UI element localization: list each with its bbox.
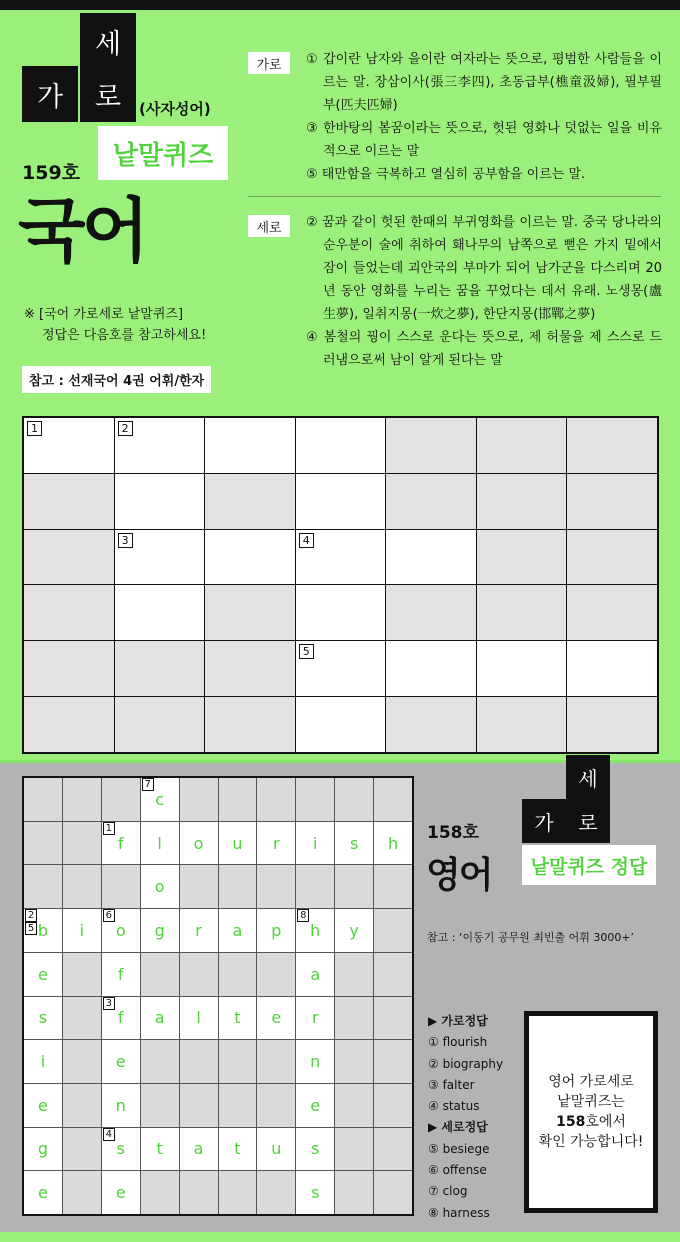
answer-letter: u	[232, 833, 243, 853]
grid-cell-blocked	[180, 865, 218, 908]
grid-cell-blocked	[205, 474, 295, 529]
answer-letter: e	[271, 1008, 282, 1028]
answer-letter: y	[349, 920, 359, 940]
grid-cell-blocked	[115, 697, 205, 752]
answer-cell	[102, 1171, 140, 1214]
answer-across-1: ① flourish	[428, 1035, 488, 1050]
grid-cell-blocked	[141, 1171, 179, 1214]
answer-cell	[296, 1171, 334, 1214]
grid-cell-blocked	[567, 585, 657, 640]
answer-cell	[257, 997, 295, 1040]
grid-cell-blocked	[24, 585, 114, 640]
grid-cell-blocked	[24, 822, 62, 865]
answer-letter: o	[115, 920, 126, 940]
info-line-1: 영어 가로세로	[548, 1074, 634, 1090]
grid-cell-blocked	[63, 997, 101, 1040]
answer-letter: l	[157, 833, 162, 853]
grid-cell-blocked	[477, 474, 567, 529]
answer-cell	[296, 822, 334, 865]
grid-cell-open[interactable]	[296, 641, 386, 696]
answer-cell	[219, 1128, 257, 1171]
prev-logo-se-block: 세	[566, 755, 610, 799]
crossword-grid	[22, 416, 659, 754]
grid-cell-blocked	[63, 865, 101, 908]
grid-cell-blocked	[477, 530, 567, 585]
answer-cell	[141, 909, 179, 952]
answer-letter: a	[310, 964, 321, 984]
grid-cell-blocked	[374, 865, 412, 908]
grid-cell-blocked	[205, 585, 295, 640]
info-line-4: 확인 가능합니다!	[538, 1134, 644, 1150]
answer-cell	[102, 1040, 140, 1083]
answer-cell	[102, 997, 140, 1040]
grid-cell-open[interactable]	[386, 530, 476, 585]
answer-letter: t	[156, 1139, 163, 1159]
prev-reference: 참고 : ‘이동기 공무원 최빈출 어휘 3000+’	[427, 931, 635, 944]
grid-cell-blocked	[102, 778, 140, 821]
grid-cell-blocked	[180, 1084, 218, 1127]
down-answers-header: ▶ 세로정답	[428, 1120, 488, 1135]
info-number: 158	[556, 1114, 586, 1130]
grid-cell-blocked	[180, 1171, 218, 1214]
grid-cell-open[interactable]	[477, 641, 567, 696]
grid-cell-blocked	[374, 1084, 412, 1127]
answer-cell	[180, 909, 218, 952]
answer-letter: g	[154, 920, 165, 940]
info-line-2: 낱말퀴즈는	[557, 1094, 625, 1110]
grid-cell-blocked	[374, 1128, 412, 1171]
clue-number: 1	[103, 822, 115, 835]
answer-cell	[257, 822, 295, 865]
grid-cell-blocked	[63, 1040, 101, 1083]
answer-cell	[296, 1084, 334, 1127]
answer-letter: s	[311, 1139, 320, 1159]
answer-cell	[374, 822, 412, 865]
answer-cell	[219, 997, 257, 1040]
answer-cell	[24, 1040, 62, 1083]
grid-cell-blocked	[374, 997, 412, 1040]
answer-letter: f	[117, 833, 124, 853]
answer-letter: e	[38, 1183, 48, 1203]
grid-cell-blocked	[219, 1040, 257, 1083]
grid-cell-blocked	[180, 778, 218, 821]
grid-cell-blocked	[24, 697, 114, 752]
answer-cell	[102, 909, 140, 952]
grid-cell-blocked	[257, 1084, 295, 1127]
grid-cell-open[interactable]	[296, 474, 386, 529]
answer-label: 낱말퀴즈 정답	[522, 845, 656, 885]
clue-number: 5	[25, 922, 37, 935]
answer-letter: f	[117, 964, 124, 984]
answer-cell	[141, 997, 179, 1040]
grid-cell-open[interactable]	[24, 418, 114, 473]
clue-number: 2	[25, 909, 37, 922]
grid-cell-blocked	[257, 865, 295, 908]
answer-letter: n	[310, 1052, 321, 1072]
grid-cell-blocked	[141, 1040, 179, 1083]
clue-number: 6	[103, 909, 115, 922]
answer-list	[428, 1011, 503, 1224]
grid-cell-blocked	[477, 418, 567, 473]
grid-cell-blocked	[63, 1171, 101, 1214]
grid-cell-open[interactable]	[386, 641, 476, 696]
answer-letter: u	[271, 1139, 282, 1159]
grid-cell-blocked	[374, 909, 412, 952]
grid-cell-blocked	[219, 1084, 257, 1127]
answer-cell	[63, 909, 101, 952]
answer-cell	[296, 909, 334, 952]
grid-cell-open[interactable]	[296, 585, 386, 640]
answer-cell	[335, 909, 373, 952]
clue-number: 1	[27, 421, 42, 436]
logo-se-block: 세	[80, 13, 136, 69]
note-line-2: 정답은 다음호를 참고하세요!	[42, 328, 207, 343]
grid-cell-blocked	[374, 953, 412, 996]
grid-cell-open[interactable]	[205, 530, 295, 585]
grid-cell-blocked	[257, 1171, 295, 1214]
answer-cell	[257, 909, 295, 952]
grid-cell-blocked	[180, 1040, 218, 1083]
answer-letter: s	[311, 1183, 320, 1203]
prev-issue-number: 158호	[427, 823, 479, 843]
answer-grid	[22, 776, 414, 1216]
grid-cell-blocked	[335, 953, 373, 996]
answer-cell	[180, 1128, 218, 1171]
grid-cell-blocked	[335, 1171, 373, 1214]
grid-cell-blocked	[63, 778, 101, 821]
grid-cell-blocked	[386, 585, 476, 640]
grid-cell-blocked	[477, 697, 567, 752]
answer-down-5: ⑤ besiege	[428, 1141, 490, 1156]
answer-letter: e	[115, 1052, 126, 1072]
grid-cell-blocked	[219, 865, 257, 908]
answer-letter: t	[234, 1008, 241, 1028]
quiz-subtitle: (사자성어)	[139, 100, 211, 118]
grid-cell-blocked	[374, 778, 412, 821]
answer-letter: n	[115, 1095, 126, 1115]
answer-letter: p	[271, 920, 282, 940]
logo-ga-block: 가	[22, 66, 78, 122]
answer-cell	[180, 822, 218, 865]
clue-number: 7	[142, 778, 154, 791]
answer-letter: e	[115, 1183, 126, 1203]
answer-down-8: ⑧ harness	[428, 1205, 490, 1220]
grid-cell-blocked	[335, 1040, 373, 1083]
grid-cell-open[interactable]	[296, 697, 386, 752]
answer-letter: s	[349, 833, 359, 853]
answer-letter: h	[387, 833, 399, 853]
answer-letter: r	[311, 1008, 319, 1028]
clue-across-5: ⑤ 태만함을 극복하고 열심히 공부함을 이르는 말.	[306, 167, 586, 182]
grid-cell-blocked	[24, 865, 62, 908]
prev-logo-ro-block: 로	[566, 799, 610, 843]
info-line-3	[556, 1112, 626, 1132]
clue-number: 3	[118, 533, 133, 548]
answer-cell	[180, 997, 218, 1040]
grid-cell-blocked	[63, 1084, 101, 1127]
answer-letter: l	[196, 1008, 201, 1028]
answer-down-7: ⑦ clog	[428, 1184, 468, 1199]
logo-ro-block: 로	[80, 66, 136, 122]
answer-cell	[296, 1128, 334, 1171]
grid-cell-blocked	[24, 530, 114, 585]
grid-cell-blocked	[257, 1040, 295, 1083]
answer-cell	[141, 1128, 179, 1171]
answer-letter: i	[79, 920, 85, 940]
answer-cell	[24, 1084, 62, 1127]
grid-cell-blocked	[567, 530, 657, 585]
grid-cell-open[interactable]	[115, 418, 205, 473]
grid-cell-blocked	[219, 1171, 257, 1214]
grid-cell-open[interactable]	[296, 418, 386, 473]
clue-down-2: ② 꿈과 같이 헛된 한때의 부귀영화를 이르는 말. 중국 당나라의 순우분이 술에 취하여 홰나무의 남쪽으로 뻗은 가지 밑에서 잠이 들었는데 괴안국의 부마가 되어 남가군을 다스리며 20년 동안 영화를 누리는 꿈을 꾸었다는 데서 유래. 노생몽(盧生夢), 일취지몽(一炊之夢), 한단지몽(邯鄲之夢)	[306, 215, 662, 322]
answer-letter: f	[117, 1008, 124, 1028]
grid-cell-blocked	[141, 1084, 179, 1127]
grid-cell-blocked	[335, 1084, 373, 1127]
across-tag: 가로	[248, 52, 290, 74]
answer-letter: s	[38, 1008, 48, 1028]
answer-letter: t	[234, 1139, 241, 1159]
answer-letter: e	[38, 964, 48, 984]
answer-cell	[102, 953, 140, 996]
grid-cell-blocked	[374, 1171, 412, 1214]
answer-across-2: ② biography	[428, 1056, 504, 1071]
answer-across-3: ③ falter	[428, 1077, 475, 1092]
grid-cell-open[interactable]	[115, 585, 205, 640]
info-box	[524, 1011, 658, 1213]
answer-letter: i	[313, 833, 318, 853]
answer-letter: o	[193, 833, 204, 853]
answer-cell	[141, 822, 179, 865]
grid-cell-open[interactable]	[567, 641, 657, 696]
grid-cell-blocked	[24, 474, 114, 529]
grid-cell-blocked	[477, 585, 567, 640]
clue-number: 8	[297, 909, 309, 922]
answer-letter: a	[154, 1008, 165, 1028]
clue-number: 2	[118, 421, 133, 436]
answer-letter: b	[37, 920, 49, 940]
answer-cell	[102, 822, 140, 865]
grid-cell-blocked	[63, 1128, 101, 1171]
grid-cell-blocked	[335, 1128, 373, 1171]
issue-number: 159호	[22, 162, 81, 184]
clue-number: 5	[299, 644, 314, 659]
answer-letter: h	[310, 920, 321, 940]
answer-letter: e	[38, 1095, 48, 1115]
answer-cell	[296, 1040, 334, 1083]
grid-cell-blocked	[374, 1040, 412, 1083]
answer-letter: c	[155, 789, 165, 809]
previous-answer-section	[0, 760, 680, 1232]
grid-cell-open[interactable]	[115, 530, 205, 585]
grid-cell-blocked	[141, 953, 179, 996]
grid-cell-blocked	[205, 641, 295, 696]
clue-number: 3	[103, 997, 115, 1010]
grid-cell-blocked	[257, 953, 295, 996]
answer-letter: s	[116, 1139, 125, 1159]
down-tag: 세로	[248, 215, 290, 237]
grid-cell-blocked	[24, 641, 114, 696]
grid-cell-blocked	[296, 865, 334, 908]
down-clues	[306, 211, 662, 372]
grid-cell-blocked	[296, 778, 334, 821]
grid-cell-blocked	[386, 418, 476, 473]
grid-cell-open[interactable]	[296, 530, 386, 585]
answer-cell	[102, 1084, 140, 1127]
answer-down-6: ⑥ offense	[428, 1163, 487, 1178]
bottom-strip	[0, 1232, 680, 1242]
answer-cell	[102, 1128, 140, 1171]
answer-letter: a	[232, 920, 243, 940]
grid-cell-blocked	[257, 778, 295, 821]
clue-number: 4	[103, 1128, 115, 1141]
grid-cell-blocked	[335, 778, 373, 821]
clue-across-3: ③ 한바탕의 봄꿈이라는 뜻으로, 헛된 영화나 덧없는 일을 비유적으로 이르는 말	[306, 121, 662, 159]
answer-letter: i	[40, 1052, 46, 1072]
grid-cell-blocked	[115, 641, 205, 696]
clue-divider	[248, 196, 661, 197]
grid-cell-blocked	[63, 953, 101, 996]
answer-note	[24, 304, 206, 346]
answer-cell	[24, 909, 62, 952]
note-line-1: ※ [국어 가로세로 낱말퀴즈]	[24, 307, 184, 322]
grid-cell-blocked	[63, 822, 101, 865]
clue-across-1: ① 갑이란 남자와 을이란 여자라는 뜻으로, 평범한 사람들을 이르는 말. 장삼이사(張三李四), 초동급부(樵童汲婦), 필부필부(匹夫匹婦)	[306, 52, 662, 113]
subject-title: 국어	[18, 190, 146, 272]
clue-down-4: ④ 봄철의 꿩이 스스로 운다는 뜻으로, 제 허물을 제 스스로 드러냄으로써 남이 알게 된다는 말	[306, 330, 662, 368]
grid-cell-blocked	[180, 953, 218, 996]
answer-letter: e	[310, 1095, 321, 1115]
grid-cell-blocked	[567, 418, 657, 473]
answer-cell	[24, 1171, 62, 1214]
grid-cell-blocked	[335, 997, 373, 1040]
grid-cell-blocked	[205, 697, 295, 752]
answer-cell	[24, 1128, 62, 1171]
answer-cell	[24, 997, 62, 1040]
answer-cell	[296, 997, 334, 1040]
answer-letter: r	[195, 920, 202, 940]
grid-cell-blocked	[24, 778, 62, 821]
grid-cell-blocked	[386, 474, 476, 529]
answer-letter: r	[273, 833, 280, 853]
answer-cell	[335, 822, 373, 865]
clue-number: 4	[299, 533, 314, 548]
answer-cell	[141, 778, 179, 821]
prev-logo-ga-block: 가	[522, 799, 566, 843]
answer-letter: o	[154, 877, 165, 897]
quiz-label: 낱말퀴즈	[98, 126, 228, 180]
grid-cell-blocked	[567, 697, 657, 752]
answer-cell	[219, 909, 257, 952]
grid-cell-blocked	[335, 865, 373, 908]
grid-cell-blocked	[219, 953, 257, 996]
across-answers-header: ▶ 가로정답	[428, 1014, 488, 1028]
answer-cell	[257, 1128, 295, 1171]
reference-tag: 참고 : 선재국어 4권 어휘/한자	[22, 366, 211, 393]
grid-cell-open[interactable]	[205, 418, 295, 473]
across-clues	[306, 48, 662, 186]
grid-cell-blocked	[386, 697, 476, 752]
answer-cell	[141, 865, 179, 908]
grid-cell-blocked	[567, 474, 657, 529]
answer-letter: a	[193, 1139, 204, 1159]
grid-cell-blocked	[102, 865, 140, 908]
grid-cell-blocked	[219, 778, 257, 821]
prev-subject-title: 영어	[426, 855, 492, 896]
answer-across-4: ④ status	[428, 1099, 480, 1114]
answer-cell	[219, 822, 257, 865]
answer-cell	[24, 953, 62, 996]
info-suffix: 호에서	[585, 1114, 626, 1130]
answer-cell	[296, 953, 334, 996]
grid-cell-open[interactable]	[115, 474, 205, 529]
answer-letter: g	[37, 1139, 49, 1159]
